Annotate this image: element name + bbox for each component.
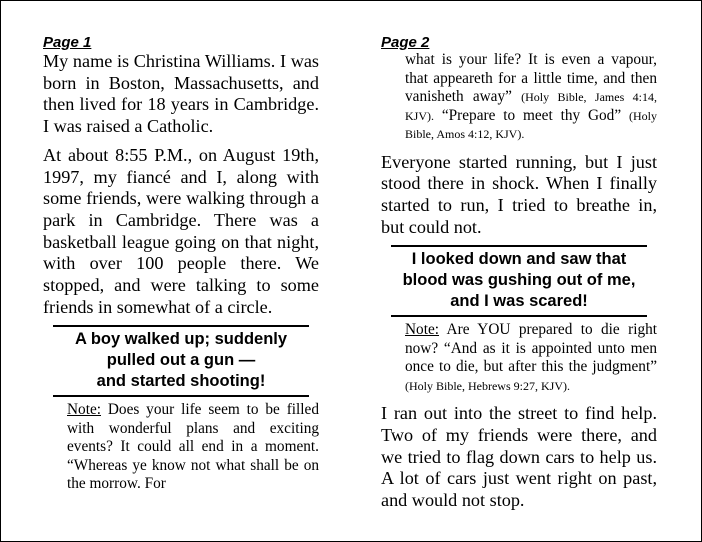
note-text: what is your life? It is even a vapour, that appeareth for a little time, and then vanisheth away” (405, 51, 657, 105)
citation: (Holy Bible, James 4:14, KJV). (405, 90, 657, 123)
note-text: “Prepare to meet thy God” (434, 106, 629, 124)
banner-line: A boy walked up; suddenly (74, 330, 288, 349)
note-block (43, 401, 319, 494)
page-label: Page 2 (381, 34, 430, 51)
highlight-banner (53, 325, 309, 397)
banner-line: I looked down and saw that (411, 250, 627, 269)
note-label: Note: (67, 401, 101, 419)
highlight-banner (391, 245, 647, 317)
banner-line: and started shooting! (96, 372, 266, 391)
banner-line: blood was gushing out of me, (402, 271, 636, 290)
paragraph-running: Everyone started running, but I just stood there in shock. When I finally started to run, I tried to breathe in, but could not. (381, 151, 657, 237)
banner-line: and I was scared! (450, 292, 588, 311)
page-1 (43, 34, 319, 494)
note-continuation (381, 51, 657, 144)
citation: (Holy Bible, Amos 4:12, KJV). (405, 108, 657, 141)
note-block (381, 321, 657, 395)
page-label: Page 1 (43, 34, 92, 51)
paragraph-street: I ran out into the street to find help. Two of my friends were there, and we tried to flag down cars to help us. A lot of cars just went right on past, and would not stop. (381, 403, 657, 511)
citation: (Holy Bible, Hebrews 9:27, KJV). (405, 378, 570, 393)
note-label: Note: (405, 321, 439, 339)
paragraph-intro: My name is Christina Williams. I was born in Boston, Massachusetts, and then lived for 18 years in Cambridge. I was raised a Catholic. (43, 51, 319, 137)
note-text: Does your life seem to be filled with wonderful plans and exciting events? It could all end in a moment. “Whereas ye know not what shall be on the morrow. For (67, 401, 319, 493)
paragraph-park: At about 8:55 P.M., on August 19th, 1997, my fiancé and I, along with some friends, were walking through a park in Cambridge. There was a basketball league going on that night, with over 100 people there. We stopped, and were talking to some friends in somewhat of a circle. (43, 144, 319, 317)
banner-line: pulled out a gun — (106, 351, 256, 370)
note-text: Are YOU prepared to die right now? “And as it is appointed unto men once to die, but after this the judgment” (405, 321, 657, 376)
page-2 (381, 34, 657, 519)
